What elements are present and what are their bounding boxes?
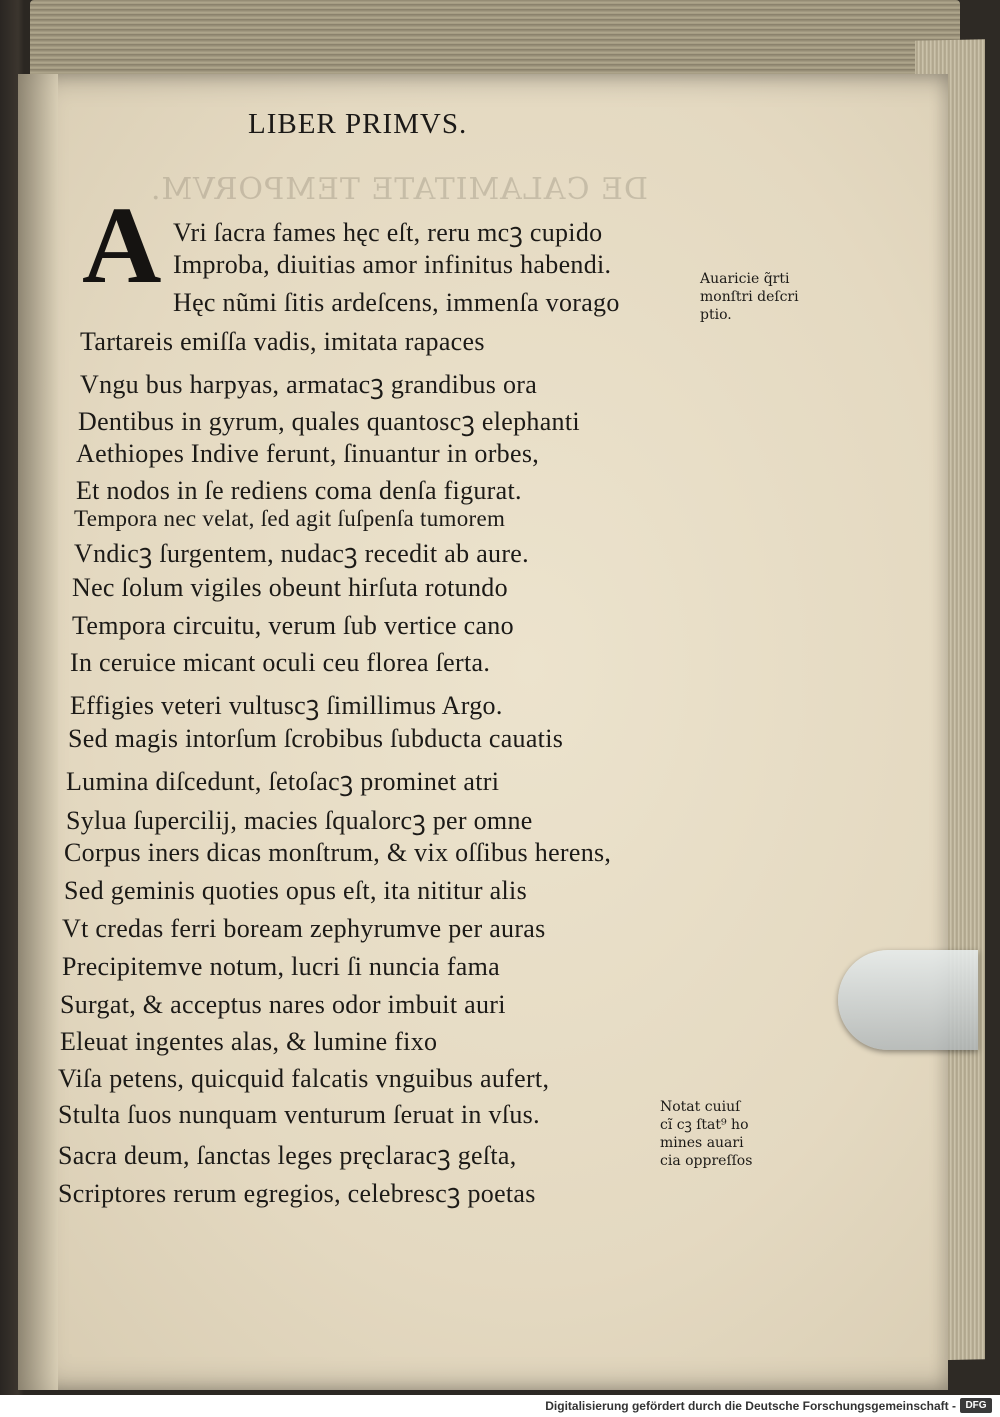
- verse-line: Hęc nũmi ſitis ardeſcens, immenſa vorago: [173, 288, 620, 317]
- verse-line: Sylua ſupercilij, macies ſqualorcꝫ per omne: [66, 806, 533, 835]
- verse-line: Aethiopes Indive ferunt, ſinuantur in orbes,: [76, 439, 540, 468]
- verse-line: Tempora nec velat, ſed agit ſuſpenſa tumorem: [74, 506, 506, 531]
- footer-bar: [0, 1395, 1000, 1417]
- verse-line: Tartareis emiſſa vadis, imitata rapaces: [80, 327, 485, 356]
- verse-line: Vndicꝫ ſurgentem, nudacꝫ recedit ab aure.: [74, 539, 529, 568]
- dfg-logo-icon: DFG: [960, 1398, 992, 1413]
- marginal-note-avarice: Auaricie q̃rti monſtri deſcri ptio.: [700, 271, 799, 323]
- verse-line: Lumina diſcedunt, ſetoſacꝫ prominet atri: [66, 767, 500, 796]
- verse-line: Tempora circuitu, verum ſub vertice cano: [72, 611, 514, 640]
- verse-line: Sed geminis quoties opus eſt, ita nititur alis: [64, 876, 527, 905]
- verse-line: Sed magis intorſum ſcrobibus ſubducta cauatis: [68, 724, 564, 753]
- verse-line: Scriptores rerum egregios, celebrescꝫ poetas: [58, 1179, 536, 1208]
- drop-cap: A: [82, 184, 162, 306]
- verse-line: Vt credas ferri boream zephyrumve per auras: [62, 914, 546, 943]
- verse-line: Precipitemve notum, lucri ſi nuncia fama: [62, 952, 500, 981]
- verse-line: In ceruice micant oculi ceu florea ſerta.: [70, 648, 491, 677]
- verse-line: Eleuat ingentes alas, & lumine fixo: [60, 1027, 438, 1056]
- verse-line: Effigies veteri vultuscꝫ ſimillimus Argo.: [70, 691, 503, 720]
- verse-line: Nec ſolum vigiles obeunt hirſuta rotundo: [72, 573, 508, 602]
- page-title: LIBER PRIMVS.: [248, 108, 468, 140]
- verse-line: Corpus iners dicas monſtrum, & vix oſſibus herens,: [64, 838, 612, 867]
- footer-credit: Digitalisierung gefördert durch die Deutsche Forschungsgemeinschaft -: [545, 1399, 956, 1413]
- marginal-note-notat: Notat cuiuſ cĩ cꝫ ſtat⁹ ho mines auari cia oppreſſos: [660, 1099, 753, 1169]
- page-clip: [838, 950, 978, 1050]
- bleed-through-title: DE CALAMITATE TEMPORVM.: [150, 172, 648, 207]
- verse-line: Sacra deum, ſanctas leges pręclaracꝫ geſta,: [58, 1141, 517, 1170]
- verse-line: Vri ſacra fames hęc eſt, reru mcꝫ cupido: [173, 218, 603, 247]
- verse-line: Viſa petens, quicquid falcatis vnguibus aufert,: [58, 1064, 550, 1093]
- verse-line: Et nodos in ſe rediens coma denſa figurat.: [76, 476, 522, 505]
- verse-line: Dentibus in gyrum, quales quantoscꝫ elephanti: [78, 407, 580, 436]
- verse-line: Surgat, & acceptus nares odor imbuit auri: [60, 990, 506, 1019]
- verse-line: Stulta ſuos nunquam venturum ſeruat in vſus.: [58, 1100, 540, 1129]
- verse-line: Vngu bus harpyas, armatacꝫ grandibus ora: [80, 370, 538, 399]
- verse-line: Improba, diuitias amor infinitus habendi.: [173, 250, 612, 279]
